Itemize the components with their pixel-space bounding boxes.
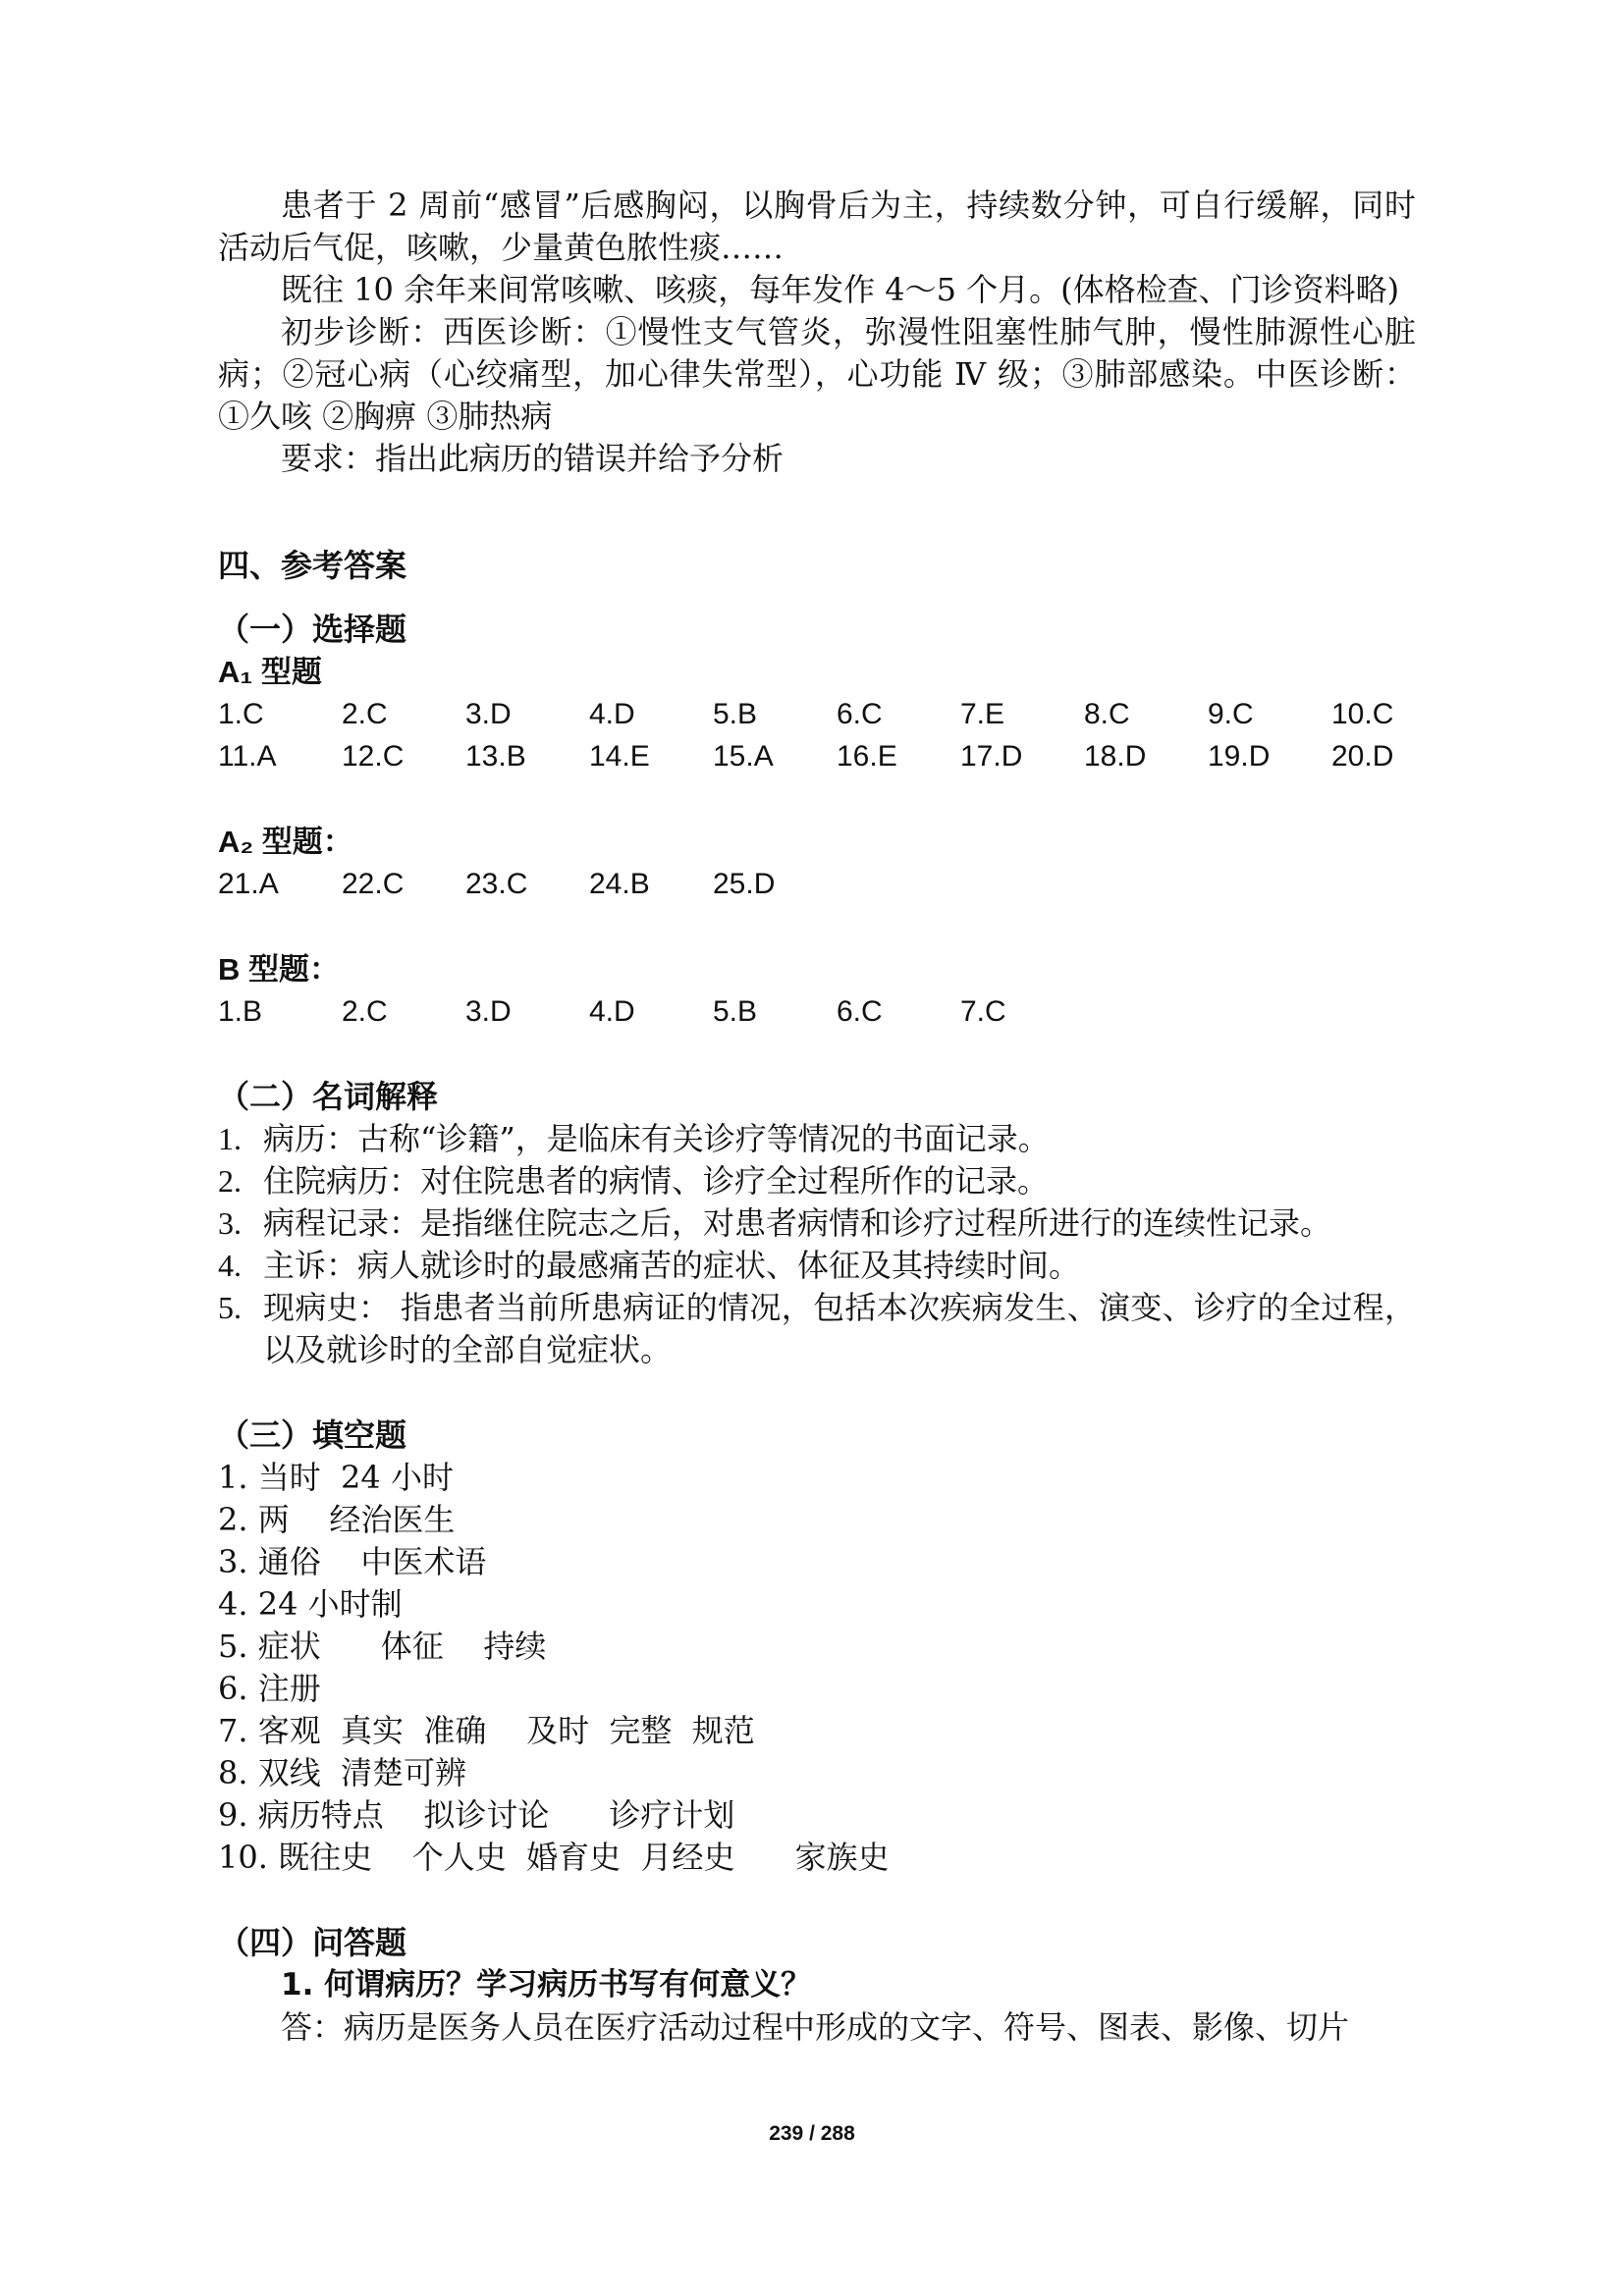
spacer [218,480,1416,545]
spacer [218,587,1416,609]
answer-cell: 20.D [1331,740,1394,773]
case-paragraph-2: 既往 10 余年来间常咳嗽、咳痰，每年发作 4～5 个月。(体格检查、门诊资料略) [281,271,1400,308]
answer-cell: 21.A [218,868,279,900]
item-text: 现病史： 指患者当前所患病证的情况，包括本次疾病发生、演变、诊疗的全过程，以及就诊时的全部自觉症状。 [263,1289,1416,1368]
answer-1: 答：病历是医务人员在医疗活动过程中形成的文字、符号、图表、影像、切片 [281,2008,1350,2046]
answer-cell: 5.B [713,995,758,1028]
subsection-title-terms: （二）名词解释 [218,1078,439,1115]
item-number: 5. [218,1290,242,1325]
a1-answer-row-2 [218,735,1416,777]
list-item [218,1202,1416,1245]
answer-cell: 22.C [342,868,405,900]
subsection-title-qa: （四）问答题 [218,1924,407,1961]
answer-cell: 13.B [465,740,526,773]
spacer [218,1371,1416,1415]
page-number: 239 / 288 [769,2122,855,2145]
item-text: 主诉：病人就诊时的最感痛苦的症状、体征及其持续时间。 [263,1247,1081,1284]
answer-cell: 18.D [1084,740,1147,773]
item-text: 病程记录：是指继住院志之后，对患者病情和诊疗过程所进行的连续性记录。 [263,1204,1332,1242]
fill-answer-item: 1. 当时 24 小时 [218,1459,454,1496]
answer-cell: 5.B [713,698,758,730]
fill-answer-item: 4. 24 小时制 [218,1585,403,1623]
a2-type-label: A₂ 型题： [218,825,353,859]
item-text: 病历：古称“诊籍”，是临床有关诊疗等情况的书面记录。 [263,1120,1050,1157]
item-number: 3. [218,1205,242,1241]
answer-cell: 14.E [589,740,650,773]
fill-answer-item: 6. 注册 [218,1670,321,1707]
answer-cell: 2.C [342,698,388,730]
answer-cell: 10.C [1331,698,1394,730]
answer-cell: 4.D [589,698,635,730]
b-answer-row [218,990,1416,1033]
fill-answer-item: 10. 既往史 个人史 婚育史 月经史 家族史 [218,1839,890,1876]
case-paragraph-3: 初步诊断：西医诊断：①慢性支气管炎，弥漫性阻塞性肺气肿，慢性肺源性心脏病；②冠心病（心绞痛型，加心律失常型），心功能 Ⅳ 级；③肺部感染。中医诊断：①久咳 ②胸痹 ③肺热病 [218,313,1416,435]
spacer [218,1879,1416,1922]
b-type-label: B 型题： [218,952,340,987]
answer-cell: 25.D [713,868,776,900]
answer-cell: 17.D [960,740,1023,773]
answer-cell: 16.E [837,740,897,773]
subsection-title-choice: （一）选择题 [218,611,407,648]
item-number: 2. [218,1163,242,1199]
spacer [218,1033,1416,1076]
answer-cell: 23.C [465,868,528,900]
answer-cell: 4.D [589,995,635,1028]
spacer [218,777,1416,821]
spacer [218,905,1416,948]
case-paragraph-1: 患者于 2 周前“感冒”后感胸闷，以胸骨后为主，持续数分钟，可自行缓解，同时活动后气促，咳嗽，少量黄色脓性痰…… [218,187,1416,266]
answer-cell: 7.C [960,995,1006,1028]
answer-cell: 19.D [1208,740,1271,773]
fill-answer-item: 3. 通俗 中医术语 [218,1543,487,1580]
a2-answer-row [218,863,1416,905]
answer-cell: 11.A [218,740,277,773]
page-content [218,185,1416,2049]
item-text: 住院病历：对住院患者的病情、诊疗全过程所作的记录。 [263,1162,1050,1200]
section-title-reference-answers: 四、参考答案 [218,547,407,584]
a1-answer-row-1 [218,693,1416,735]
answer-cell: 2.C [342,995,388,1028]
list-item [218,1160,1416,1202]
term-definition-list [218,1118,1416,1371]
answer-cell: 6.C [837,995,883,1028]
case-paragraph-4: 要求：指出此病历的错误并给予分析 [281,440,785,477]
a1-type-label: A₁ 型题 [218,655,322,689]
item-number: 4. [218,1248,242,1283]
fill-answer-item: 9. 病历特点 拟诊讨论 诊疗计划 [218,1796,735,1834]
answer-cell: 6.C [837,698,883,730]
answer-cell: 1.B [218,995,263,1028]
question-1: 1. 何谓病历？学习病历书写有何意义？ [281,1967,812,2002]
answer-cell: 3.D [465,698,512,730]
answer-cell: 12.C [342,740,405,773]
item-number: 1. [218,1121,242,1156]
fill-answer-item: 8. 双线 清楚可辨 [218,1754,467,1791]
answer-cell: 1.C [218,698,264,730]
answer-cell: 24.B [589,868,650,900]
subsection-title-fill-blank: （三）填空题 [218,1416,407,1454]
list-item [218,1118,1416,1160]
answer-cell: 3.D [465,995,512,1028]
list-item [218,1245,1416,1287]
answer-cell: 8.C [1084,698,1130,730]
answer-cell: 9.C [1208,698,1254,730]
list-item [218,1287,1416,1371]
answer-cell: 15.A [713,740,774,773]
fill-answer-item: 5. 症状 体征 持续 [218,1628,547,1665]
answer-cell: 7.E [960,698,1005,730]
fill-answer-item: 2. 两 经治医生 [218,1501,456,1538]
fill-answer-item: 7. 客观 真实 准确 及时 完整 规范 [218,1712,755,1749]
